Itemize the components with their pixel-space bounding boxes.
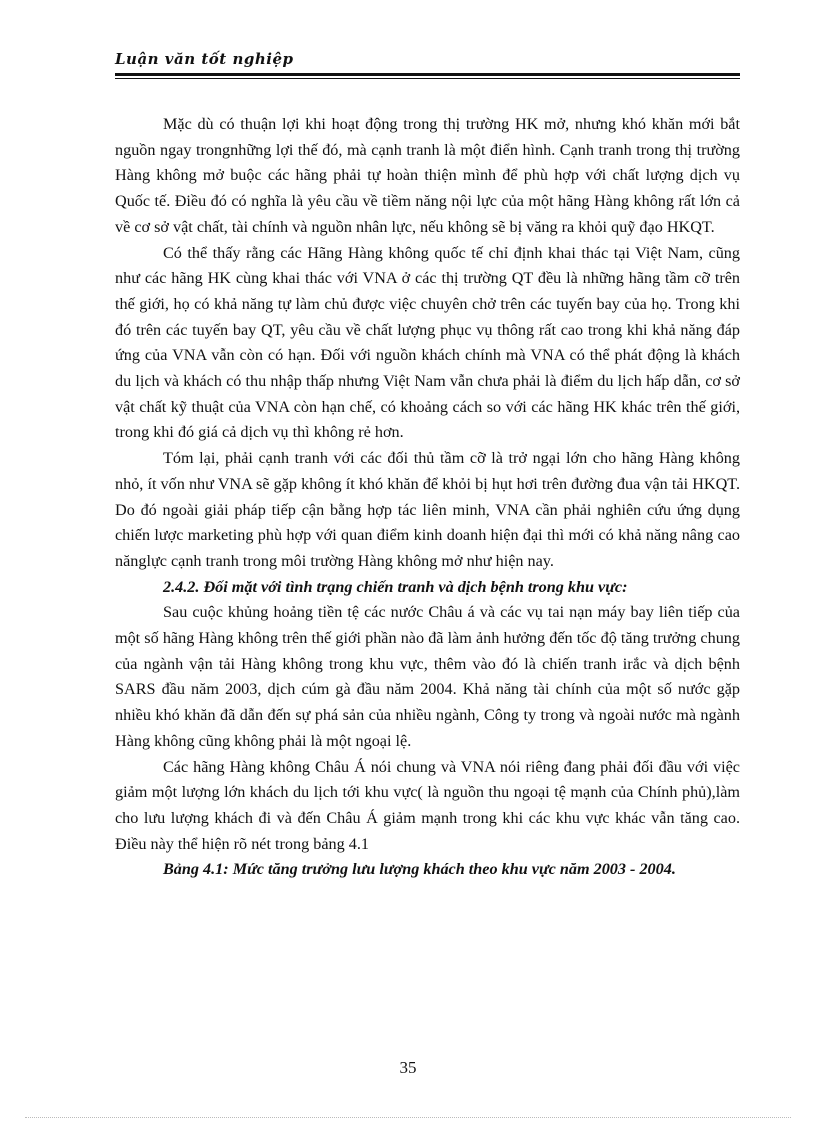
- paragraph: Có thể thấy rằng các Hãng Hàng không quốc tế chỉ định khai thác tại Việt Nam, cũng như các hãng HK cùng khai thác với VNA ở các thị trường QT đều là những hãng tầm cỡ trên thế giới, họ có khả năng tự làm chủ được việc chuyên chở trên các tuyến bay của họ. Trong khi đó trên các tuyến bay QT, yêu cầu về chất lượng phục vụ thông rất cao trong khi khả năng đáp ứng của VNA vẫn còn có hạn. Đối với nguồn khách chính mà VNA có thể phát động là khách du lịch và khách có thu nhập thấp nhưng Việt Nam vẫn chưa phải là điểm du lịch hấp dẫn, cơ sở vật chất kỹ thuật của VNA còn hạn chế, có khoảng cách so với các hãng HK khác trên thế giới, trong khi đó giá cả dịch vụ thì không rẻ hơn.: [115, 243, 740, 442]
- paragraph: Tóm lại, phải cạnh tranh với các đối thủ tầm cỡ là trở ngại lớn cho hãng Hàng không nhỏ, ít vốn như VNA sẽ gặp không ít khó khăn để khỏi bị hụt hơi trên đường đua vận tải HKQT. Do đó ngoài giải pháp tiếp cận bằng hợp tác liên minh, VNA cần phải nghiên cứu ứng dụng chiến lược marketing phù hợp với quan điểm kinh doanh hiện đại thì mới có khả năng nâng cao nănglực cạnh tranh trong môi trường Hàng không mở như hiện nay.: [115, 449, 740, 570]
- paragraph: Mặc dù có thuận lợi khi hoạt động trong thị trường HK mở, nhưng khó khăn mới bắt nguồn ngay trongnhững lợi thế đó, mà cạnh tranh là một điển hình. Cạnh tranh trong thị trường Hàng không mở buộc các hãng phải tự hoàn thiện mình để phù hợp với chất lượng dịch vụ Quốc tế. Điều đó có nghĩa là yêu cầu về tiềm năng nội lực của một hãng Hàng không rất lớn cả về cơ sở vật chất, tài chính và nguồn nhân lực, nếu không sẽ bị văng ra khỏi quỹ đạo HKQT.: [115, 115, 740, 236]
- paragraph: Sau cuộc khủng hoảng tiền tệ các nước Châu á và các vụ tai nạn máy bay liên tiếp của một số hãng Hàng không trên thế giới phần nào đã làm ảnh hưởng đến tốc độ tăng trưởng chung của ngành vận tải Hàng không trong khu vực, thêm vào đó là chiến tranh irắc và dịch bệnh SARS đầu năm 2003, dịch cúm gà đầu năm 2004. Khả năng tài chính của một số nước gặp nhiều khó khăn đã dẫn đến sự phá sản của nhiều ngành, Công ty trong và ngoài nước mà ngành Hàng không cũng không phải là một ngoại lệ.: [115, 603, 740, 750]
- paragraph: Các hãng Hàng không Châu Á nói chung và VNA nói riêng đang phải đối đầu với việc giảm một lượng lớn khách du lịch tới khu vực( là nguồn thu ngoại tệ mạnh của Chính phủ),làm cho lưu lượng khách đi và đến Châu Á giảm mạnh trong khi các khu vực khác vẫn tăng cao. Điều này thể hiện rõ nét trong bảng 4.1: [115, 757, 740, 853]
- document-body: [115, 112, 740, 883]
- header-rule-thin: [115, 78, 740, 79]
- page-bottom-border: [25, 1117, 791, 1118]
- page-number: 35: [399, 1058, 417, 1077]
- header-title: Luận văn tốt nghiệp: [115, 50, 294, 68]
- section-heading: 2.4.2. Đối mặt với tình trạng chiến tranh và dịch bệnh trong khu vực:: [163, 577, 628, 596]
- header-rule: [115, 73, 740, 76]
- table-caption: Bảng 4.1: Mức tăng trưởng lưu lượng khách theo khu vực năm 2003 - 2004.: [163, 860, 676, 879]
- page-header: [115, 48, 740, 70]
